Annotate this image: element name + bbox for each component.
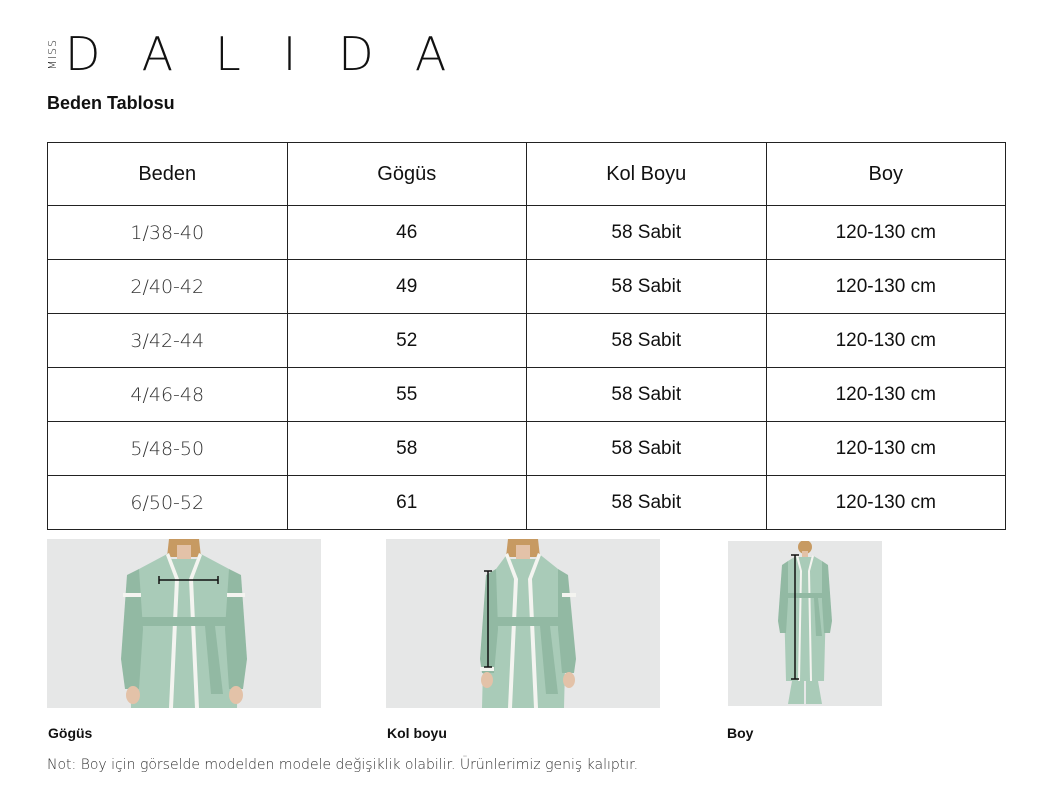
cell-boy: 120-130 cm: [766, 260, 1006, 314]
cell-gogus: 46: [287, 206, 527, 260]
cell-gogus: 52: [287, 314, 527, 368]
table-row: [48, 206, 1006, 260]
table-row: [48, 422, 1006, 476]
cell-kol-boyu: 58 Sabit: [527, 260, 767, 314]
cell-gogus: 61: [287, 476, 527, 530]
photo-length-measurement: [728, 541, 882, 706]
cell-kol-boyu: 58 Sabit: [527, 368, 767, 422]
cell-beden: 3/42-44: [48, 314, 288, 368]
cell-kol-boyu: 58 Sabit: [527, 422, 767, 476]
photo-chest-measurement: [47, 539, 321, 708]
brand-logo-name: DALIDA: [65, 27, 489, 81]
cell-boy: 120-130 cm: [766, 422, 1006, 476]
photo-label-chest: Gögüs: [48, 725, 93, 741]
footnote: Not: Boy için görselde modelden modele değişiklik olabilir. Ürünlerimiz geniş kalıptır.: [47, 757, 639, 773]
cell-gogus: 49: [287, 260, 527, 314]
cell-beden: 4/46-48: [48, 368, 288, 422]
table-row: [48, 476, 1006, 530]
photo-label-sleeve: Kol boyu: [387, 725, 447, 741]
cell-kol-boyu: 58 Sabit: [527, 476, 767, 530]
column-header-boy: Boy: [766, 143, 1006, 206]
model-cardigan-sleeve-illustration: [386, 539, 660, 708]
photo-sleeve-measurement: [386, 539, 660, 708]
cell-gogus: 58: [287, 422, 527, 476]
cell-kol-boyu: 58 Sabit: [527, 314, 767, 368]
photo-label-length: Boy: [727, 725, 754, 741]
model-cardigan-chest-illustration: [47, 539, 321, 708]
cell-kol-boyu: 58 Sabit: [527, 206, 767, 260]
cell-boy: 120-130 cm: [766, 476, 1006, 530]
cell-beden: 5/48-50: [48, 422, 288, 476]
brand-logo: [46, 27, 489, 81]
brand-logo-prefix: MISS: [46, 38, 59, 70]
table-row: [48, 368, 1006, 422]
cell-gogus: 55: [287, 368, 527, 422]
size-chart-table: [47, 142, 1006, 530]
cell-boy: 120-130 cm: [766, 206, 1006, 260]
table-header-row: [48, 143, 1006, 206]
column-header-gogus: Gögüs: [287, 143, 527, 206]
model-cardigan-length-illustration: [728, 541, 882, 706]
cell-boy: 120-130 cm: [766, 368, 1006, 422]
column-header-beden: Beden: [48, 143, 288, 206]
table-row: [48, 314, 1006, 368]
column-header-kol-boyu: Kol Boyu: [527, 143, 767, 206]
cell-beden: 1/38-40: [48, 206, 288, 260]
cell-boy: 120-130 cm: [766, 314, 1006, 368]
cell-beden: 6/50-52: [48, 476, 288, 530]
cell-beden: 2/40-42: [48, 260, 288, 314]
page-title: Beden Tablosu: [47, 93, 175, 113]
table-row: [48, 260, 1006, 314]
